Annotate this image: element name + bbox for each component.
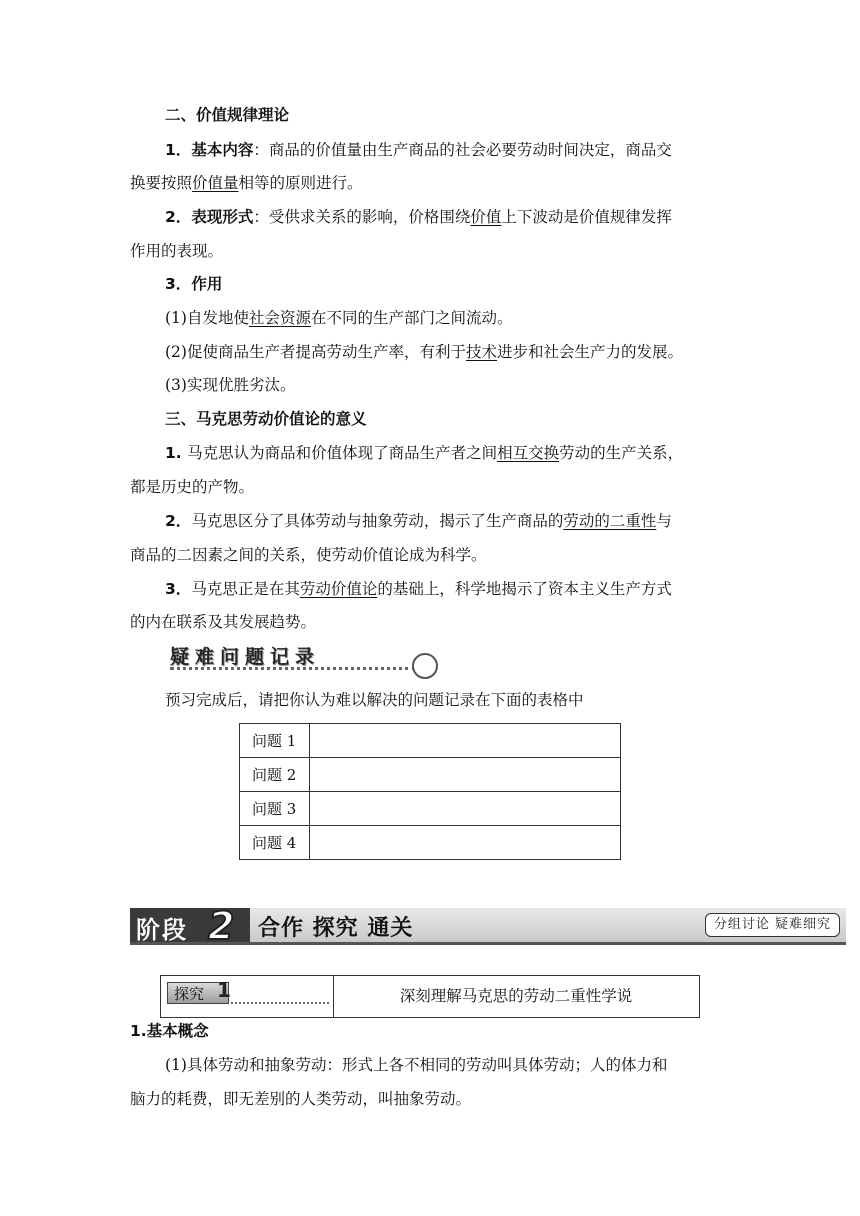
section-heading: 三、马克思劳动价值论的意义 bbox=[165, 410, 367, 428]
topic-tag bbox=[167, 978, 329, 1012]
item-label: 作用 bbox=[191, 275, 223, 293]
table-row bbox=[240, 792, 621, 826]
item-text: 相等的原则进行。 bbox=[238, 174, 363, 192]
paragraph-line: 作用的表现。 bbox=[130, 242, 224, 260]
subsection-heading: 1.基本概念 bbox=[130, 1022, 209, 1040]
item-text: 在不同的生产部门之间流动。 bbox=[310, 309, 513, 327]
table-row bbox=[240, 758, 621, 792]
item-text: 劳动的生产关系， bbox=[559, 444, 684, 462]
item-number: 2 bbox=[165, 512, 176, 530]
item-text: 换要按照 bbox=[130, 174, 193, 192]
topic-title: 深刻理解马克思的劳动二重性学说 bbox=[399, 987, 633, 1005]
question-label: 问题 1 bbox=[240, 724, 310, 758]
paragraph-line: 脑力的耗费，即无差别的人类劳动，叫抽象劳动。 bbox=[130, 1090, 472, 1108]
item-number: 3 bbox=[165, 580, 176, 598]
question-answer-cell[interactable] bbox=[310, 826, 621, 860]
item-text: 马克思正是在其 bbox=[191, 580, 300, 598]
paragraph-line bbox=[165, 307, 765, 329]
fill-blank-answer: 技术 bbox=[465, 343, 497, 361]
banner-tag: 分组讨论 疑难细究 bbox=[705, 913, 840, 937]
fill-blank-answer: 劳动价值论 bbox=[299, 580, 378, 598]
paragraph-line bbox=[165, 341, 765, 363]
circle-icon bbox=[412, 653, 438, 679]
fill-blank-answer: 价值 bbox=[470, 208, 502, 226]
item-number: 1 bbox=[165, 141, 176, 159]
paragraph-line: 的内在联系及其发展趋势。 bbox=[130, 613, 317, 631]
item-label: 基本内容 bbox=[191, 141, 254, 159]
table-row bbox=[240, 724, 621, 758]
paragraph-line: 都是历史的产物。 bbox=[130, 478, 255, 496]
record-instruction: 预习完成后，请把你认为难以解决的问题记录在下面的表格中 bbox=[165, 691, 584, 709]
topic-box bbox=[160, 975, 700, 1018]
item-text: (1)自发地使 bbox=[165, 309, 249, 327]
item-number: 1 bbox=[165, 444, 176, 462]
question-answer-cell[interactable] bbox=[310, 724, 621, 758]
banner-title: 合作 探究 通关 bbox=[258, 916, 414, 941]
question-answer-cell[interactable] bbox=[310, 758, 621, 792]
fill-blank-answer: 劳动的二重性 bbox=[563, 512, 657, 530]
banner-stage-number: 2 bbox=[208, 904, 235, 948]
item-text: 马克思认为商品和价值体现了商品生产者之间 bbox=[187, 444, 498, 462]
question-label: 问题 3 bbox=[240, 792, 310, 826]
topic-tag-label: 探究 bbox=[167, 982, 229, 1004]
paragraph-line: 3．作用 bbox=[165, 275, 223, 293]
section-heading: 二、价值规律理论 bbox=[165, 106, 290, 124]
item-number: 3 bbox=[165, 275, 176, 293]
item-text: 的基础上，科学地揭示了资本主义生产方式 bbox=[377, 580, 672, 598]
question-answer-cell[interactable] bbox=[310, 792, 621, 826]
item-text: 与 bbox=[656, 512, 672, 530]
topic-tag-number: 1 bbox=[217, 978, 231, 1002]
question-label: 问题 4 bbox=[240, 826, 310, 860]
paragraph-line: 3．马克思正是在其劳动价值论的基础上，科学地揭示了资本主义生产方式 bbox=[165, 580, 672, 598]
record-section-header bbox=[168, 640, 440, 678]
dotted-rule bbox=[170, 667, 416, 670]
item-text: ：受供求关系的影响，价格围绕 bbox=[253, 208, 471, 226]
record-title: 疑难问题记录 bbox=[170, 646, 321, 668]
dotted-rule bbox=[231, 1002, 329, 1004]
paragraph-line: (3)实现优胜劣汰。 bbox=[165, 376, 296, 394]
item-number: 2 bbox=[165, 208, 176, 226]
fill-blank-answer: 社会资源 bbox=[248, 309, 311, 327]
paragraph-line bbox=[130, 172, 730, 194]
item-text: 马克思区分了具体劳动与抽象劳动，揭示了生产商品的 bbox=[191, 512, 564, 530]
banner-stage-block bbox=[130, 904, 250, 948]
item-text: (2)促使商品生产者提高劳动生产率，有利于 bbox=[165, 343, 466, 361]
stage-banner bbox=[130, 904, 846, 948]
item-text: 上下波动是价值规律发挥 bbox=[501, 208, 672, 226]
paragraph-line: 2．马克思区分了具体劳动与抽象劳动，揭示了生产商品的劳动的二重性与 bbox=[165, 512, 672, 530]
paragraph-line: (1)具体劳动和抽象劳动：形式上各不相同的劳动叫具体劳动；人的体力和 bbox=[165, 1056, 668, 1074]
paragraph-line: 商品的二因素之间的关系，使劳动价值论成为科学。 bbox=[130, 546, 487, 564]
item-label: 表现形式 bbox=[191, 208, 254, 226]
paragraph-line: 1．基本内容：商品的价值量由生产商品的社会必要劳动时间决定，商品交 bbox=[165, 141, 672, 159]
paragraph-line: 1. 马克思认为商品和价值体现了商品生产者之间相互交换劳动的生产关系， bbox=[165, 444, 684, 462]
paragraph-line: 2．表现形式：受供求关系的影响，价格围绕价值上下波动是价值规律发挥 bbox=[165, 208, 672, 226]
item-text: 进步和社会生产力的发展。 bbox=[496, 343, 683, 361]
banner-stage-label: 阶段 bbox=[136, 916, 188, 944]
question-label: 问题 2 bbox=[240, 758, 310, 792]
table-row bbox=[240, 826, 621, 860]
question-table bbox=[239, 723, 621, 860]
fill-blank-answer: 相互交换 bbox=[497, 444, 560, 462]
item-text: ：商品的价值量由生产商品的社会必要劳动时间决定，商品交 bbox=[253, 141, 672, 159]
fill-blank-answer: 价值量 bbox=[192, 174, 239, 192]
